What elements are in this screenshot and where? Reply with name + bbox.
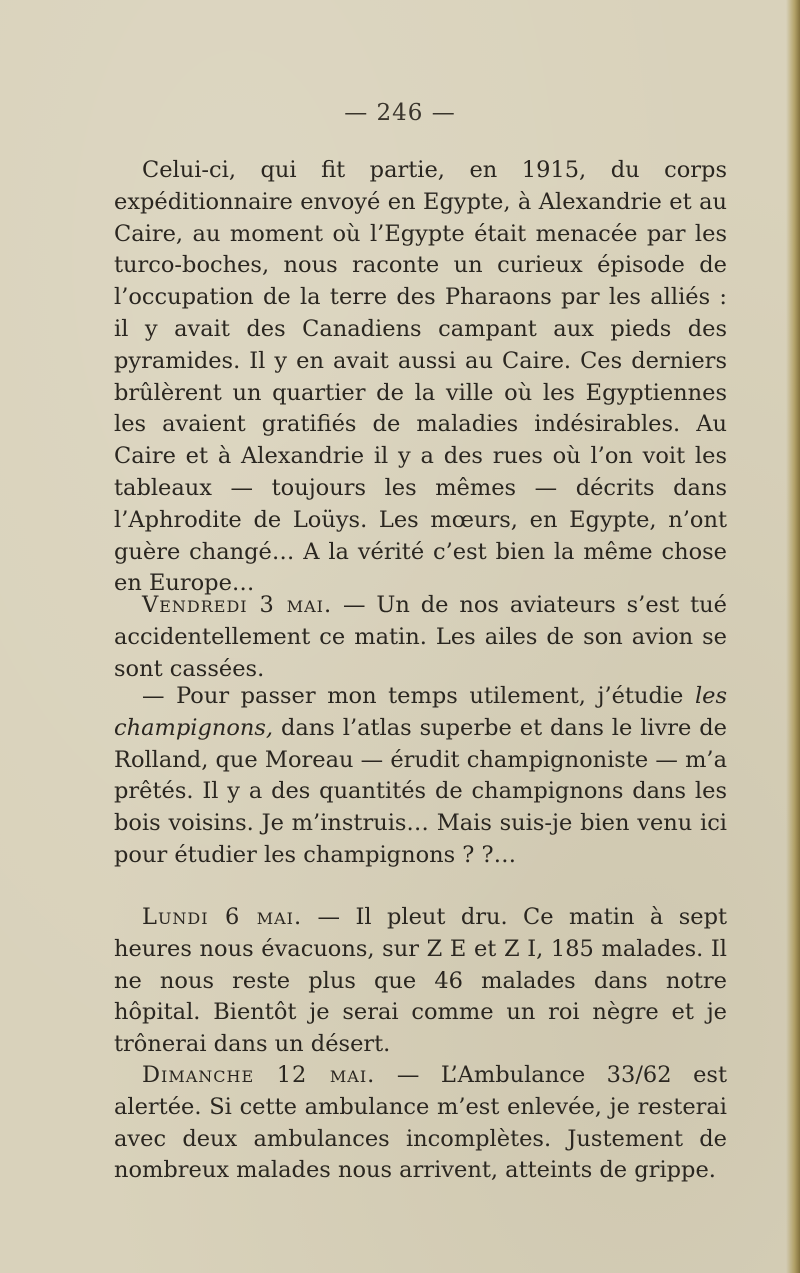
paragraph-celui-ci <box>114 155 727 600</box>
entry-body: — L’Ambulance 33/62 est alertée. Si cette ambulance m’est enlevée, je resterai avec deux ambulances incomplètes. Justement de nombreux malades nous arrivent, atteints de grippe. <box>114 1062 727 1184</box>
entry-vendredi <box>114 590 727 685</box>
entry-dimanche <box>114 1060 727 1187</box>
entry-lundi <box>114 902 727 1061</box>
page-edge <box>786 0 800 1273</box>
entry-text <box>114 902 727 1061</box>
paragraph-text: Celui-ci, qui fit partie, en 1915, du corps expéditionnaire envoyé en Egypte, à Alexandrie et au Caire, au moment où l’Egypte était menacée par les turco-boches, nous raconte un curieux épisode de l’occupation de la terre des Pharaons par les alliés : il y avait des Canadiens campant aux pieds des pyramides. Il y en avait aussi au Caire. Ces derniers brûlèrent un quartier de la ville où les Egyptiennes les avaient gratifiés de maladies indésirables. Au Caire et à Alexandrie il y a des rues où l’on voit les tableaux — toujours les mêmes — décrits dans l’Aphrodite de Loüys. Les mœurs, en Egypte, n’ont guère changé… A la vérité c’est bien la même chose en Europe… <box>114 157 727 597</box>
page-number: — 246 — <box>344 100 456 126</box>
paragraph-text <box>114 681 727 872</box>
entry-body: — Un de nos aviateurs s’est tué accidentellement ce matin. Les ailes de son avion se sont cassées. <box>114 592 727 682</box>
text-segment: dans l’atlas superbe et dans le livre de Rolland, que Moreau — érudit champignoniste — m’a prêtés. Il y a des quantités de champignons dans les bois voisins. Je m’instruis… Mais suis-je bien venu ici pour étudier les champignons ? ?… <box>114 714 727 868</box>
entry-date: Lundi 6 mai. <box>142 904 303 930</box>
entry-text <box>114 1060 727 1187</box>
entry-date: Vendredi 3 mai. <box>142 592 333 618</box>
entry-text <box>114 590 727 685</box>
entry-date: Dimanche 12 mai. <box>142 1062 376 1088</box>
text-segment: — Pour passer mon temps utilement, j’étudie <box>142 683 695 709</box>
paragraph-champignons <box>114 681 727 872</box>
entry-body: — Il pleut dru. Ce matin à sept heures nous évacuons, sur Z E et Z I, 185 malades. Il ne nous reste plus que 46 malades dans notre hôpital. Bientôt je serai comme un roi nègre et je trônerai dans un désert. <box>114 904 728 1058</box>
italic-title: les champignons, <box>114 683 727 741</box>
